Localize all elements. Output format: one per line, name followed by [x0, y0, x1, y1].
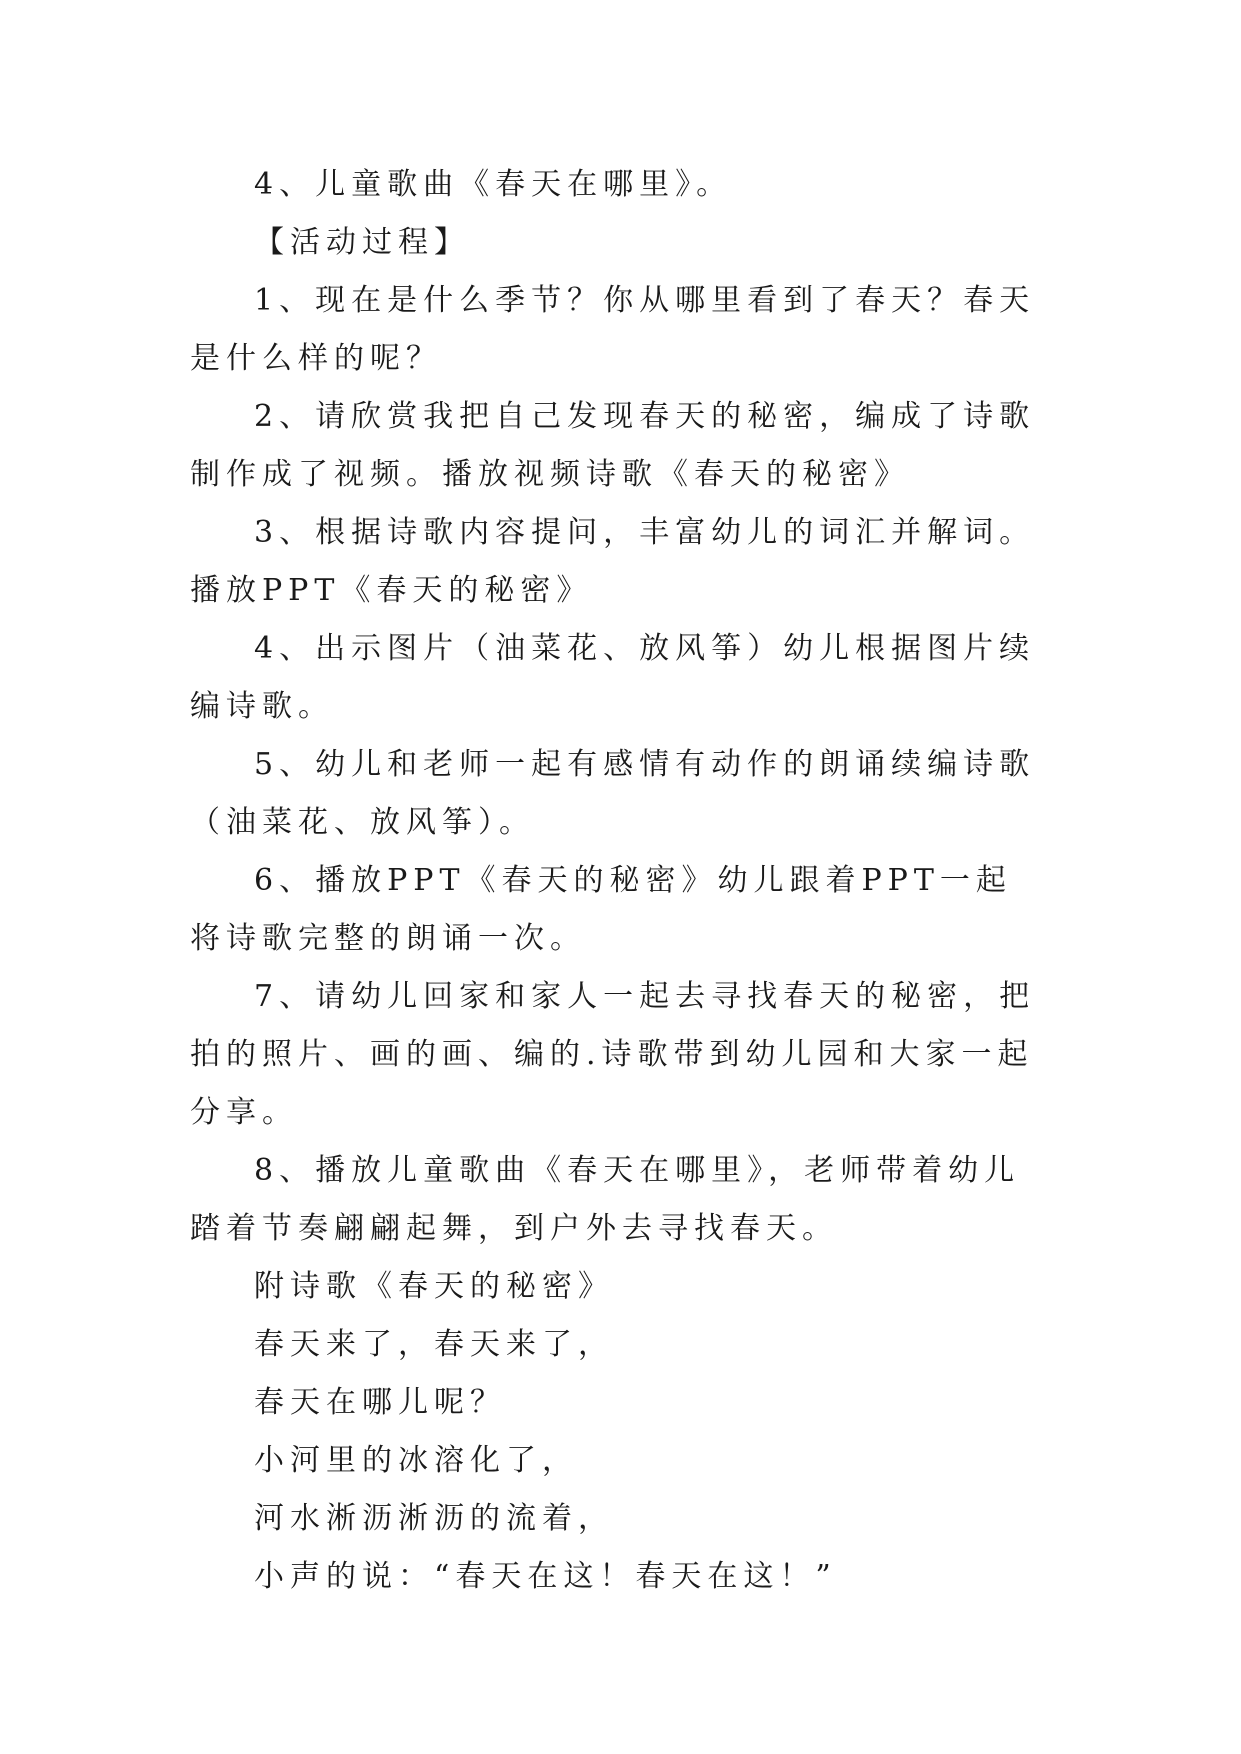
poem-line: 小声的说：“春天在这！春天在这！” [254, 1559, 837, 1594]
poem-line: 春天来了，春天来了， [254, 1327, 614, 1362]
poem-title: 附诗歌《春天的秘密》 [254, 1269, 614, 1304]
step-3-paragraph: 3、根据诗歌内容提问，丰富幼儿的词汇并解词。播放PPT《春天的秘密》 [190, 515, 1036, 608]
step-2-paragraph: 2、请欣赏我把自己发现春天的秘密，编成了诗歌制作成了视频。播放视频诗歌《春天的秘密》 [190, 399, 1036, 492]
poem-line: 小河里的冰溶化了， [254, 1443, 578, 1478]
step-8-paragraph: 8、播放儿童歌曲《春天在哪里》，老师带着幼儿踏着节奏翩翩起舞，到户外去寻找春天。 [190, 1153, 1021, 1246]
step-5-paragraph: 5、幼儿和老师一起有感情有动作的朗诵续编诗歌（油菜花、放风筝）。 [190, 747, 1036, 840]
step-4-paragraph: 4、出示图片（油菜花、放风筝）幼儿根据图片续编诗歌。 [190, 631, 1036, 724]
song-material-line: 4、儿童歌曲《春天在哪里》。 [254, 167, 733, 202]
step-6-paragraph: 6、播放PPT《春天的秘密》幼儿跟着PPT一起将诗歌完整的朗诵一次。 [190, 863, 1012, 956]
step-1-paragraph: 1、现在是什么季节？你从哪里看到了春天？春天是什么样的呢？ [190, 283, 1036, 376]
poem-line: 春天在哪儿呢？ [254, 1385, 506, 1420]
step-7-paragraph: 7、请幼儿回家和家人一起去寻找春天的秘密，把拍的照片、画的画、编的.诗歌带到幼儿园和大家一起分享。 [190, 979, 1036, 1130]
document-body [190, 156, 1045, 1606]
poem-line: 河水淅沥淅沥的流着， [254, 1501, 614, 1536]
section-heading-process: 【活动过程】 [254, 225, 470, 260]
